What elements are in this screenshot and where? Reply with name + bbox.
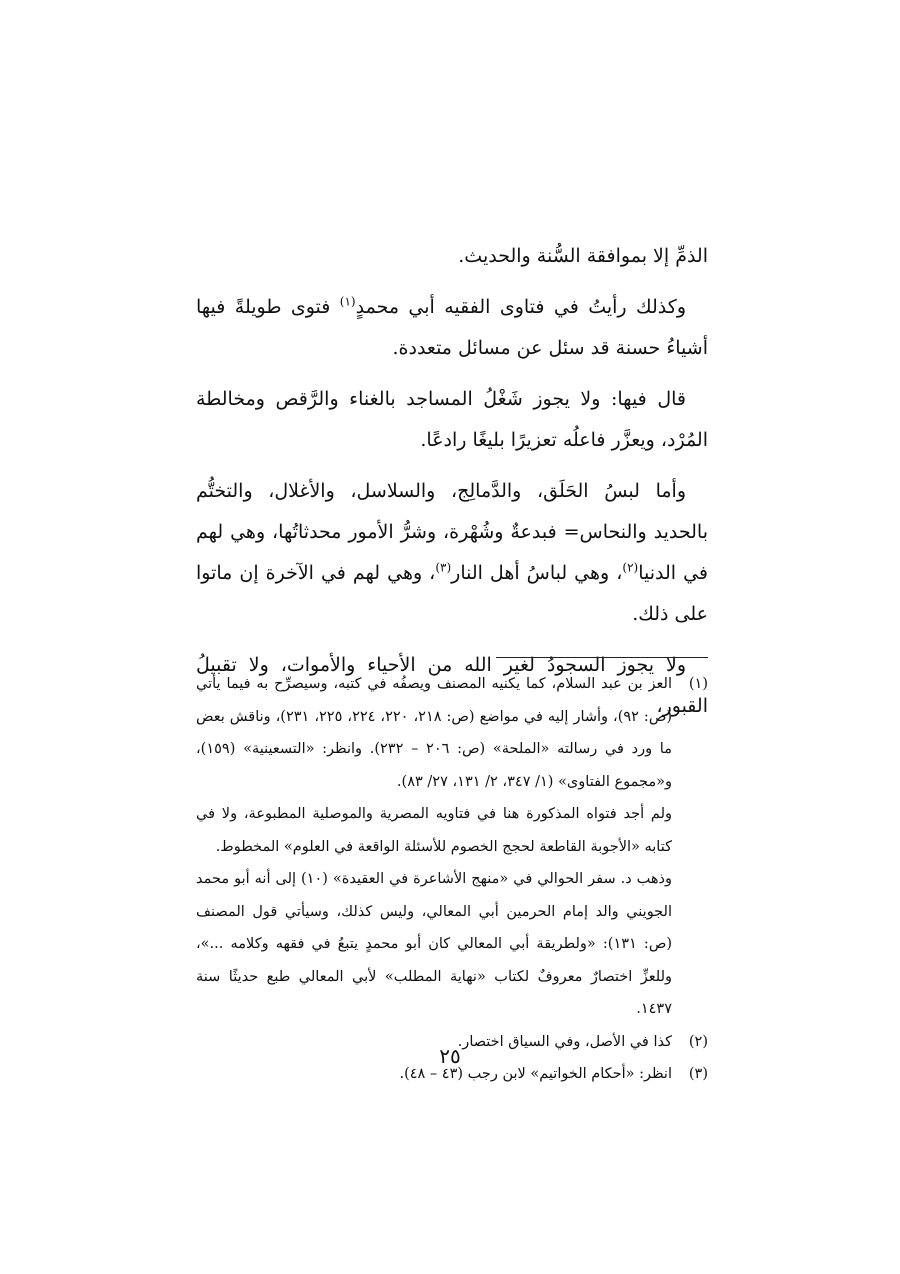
footnote-1-paragraph-2: ولم أجد فتواه المذكورة هنا في فتاويه المصرية والموصلية المطبوعة، ولا في كتابه «الأجوبة القاطعة لحجج الخصوم للأسئلة الواقعة في العلوم» المخطوط. [196,806,672,855]
paragraph-5-text: ولا يجوز السجودُ لغير الله من الأحياء والأموات، ولا تقبيلُ القبور، [196,654,708,717]
paragraph-2 [196,287,708,369]
footnote-ref-2: (٢) [622,560,639,575]
paragraph-1-text: الذمِّ إلا بموافقة السُّنة والحديث. [458,245,708,267]
footnote-1-paragraph-1: العز بن عبد السلام، كما يكنيه المصنف ويصفُه في كتبه، وسيصرِّح به فيما يأتي (ص: ٩٢)، وأشار إليه في مواضع (ص: ٢١٨، ٢٢٠، ٢٢٤، ٢٢٥، ٢٣١)، وناقش بعض ما ورد في رسالته «الملحة» (ص: ٢٠٦ – ٢٣٢). وانظر: «التسعينية» (١٥٩)، و«مجموع الفتاوى» (١/ ٣٤٧، ٢/ ١٣١، ٢٧/ ٨٣). [196,676,673,790]
paragraph-4-comma: ، [616,562,623,584]
paragraph-3 [196,379,708,461]
paragraph-2-text-a: وكذلك رأيتُ في فتاوى الفقيه أبي محمدٍ [355,296,686,318]
footnote-2-paragraph-1: كذا في الأصل، وفي السياق اختصار. [457,1033,672,1050]
paragraph-1 [196,236,708,277]
paragraph-4 [196,471,708,635]
footnote-ref-1: (١) [339,294,356,309]
paragraph-2-text-b: فتوى طويلةً فيها أشياءُ حسنة قد سئل عن مسائل متعددة. [196,296,708,359]
footnote-3-number: (٣) [688,1066,708,1082]
footnote-ref-3: (٣) [435,560,452,575]
footnote-1 [196,668,708,1026]
paragraph-4-text-c: ، وهي لهم في الآخرة إن ماتوا على ذلك. [196,562,708,625]
main-text [196,236,708,737]
footnote-1-body [196,668,672,1026]
paragraph-3-text: قال فيها: ولا يجوز شَغْلُ المساجد بالغناء والرَّقص ومخالطة المُرْد، ويعزَّر فاعلُه تعزيرًا بليغًا رادعًا. [196,388,708,451]
page-number: ٢٥ [439,1044,461,1068]
footnotes [196,668,708,1091]
paragraph-4-text-a: وأما لبسُ الحَلَق، والدَّمالِج، والسلاسل، والأغلال، والتختُّم بالحديد والنحاس= فبدعةٌ وشُهْرة، وشرُّ الأمور محدثاتُها، وهي لهم في الدنيا [196,480,709,584]
footnote-1-number: (١) [688,676,708,692]
footnote-separator [496,657,708,658]
paragraph-4-text-b: وهي لباسُ أهل النار [451,562,610,584]
footnote-1-paragraph-3: وذهب د. سفر الحوالي في «منهج الأشاعرة في العقيدة» (١٠) إلى أنه أبو محمد الجويني والد إمام الحرمين أبي المعالي، وليس كذلك، وسيأتي قول المصنف (ص: ١٣١): «ولطريقة أبي المعالي كان أبو محمدٍ يتبعُ في فقهه وكلامه ...»، وللعزِّ اختصارٌ معروفٌ لكتاب «نهاية المطلب» لأبي المعالي طبع حديثًا سنة ١٤٣٧. [196,871,673,1017]
footnote-2-number: (٢) [688,1033,708,1050]
footnote-3-paragraph-1: انظر: «أحكام الخواتيم» لابن رجب (٤٣ – ٤٨). [399,1066,672,1082]
